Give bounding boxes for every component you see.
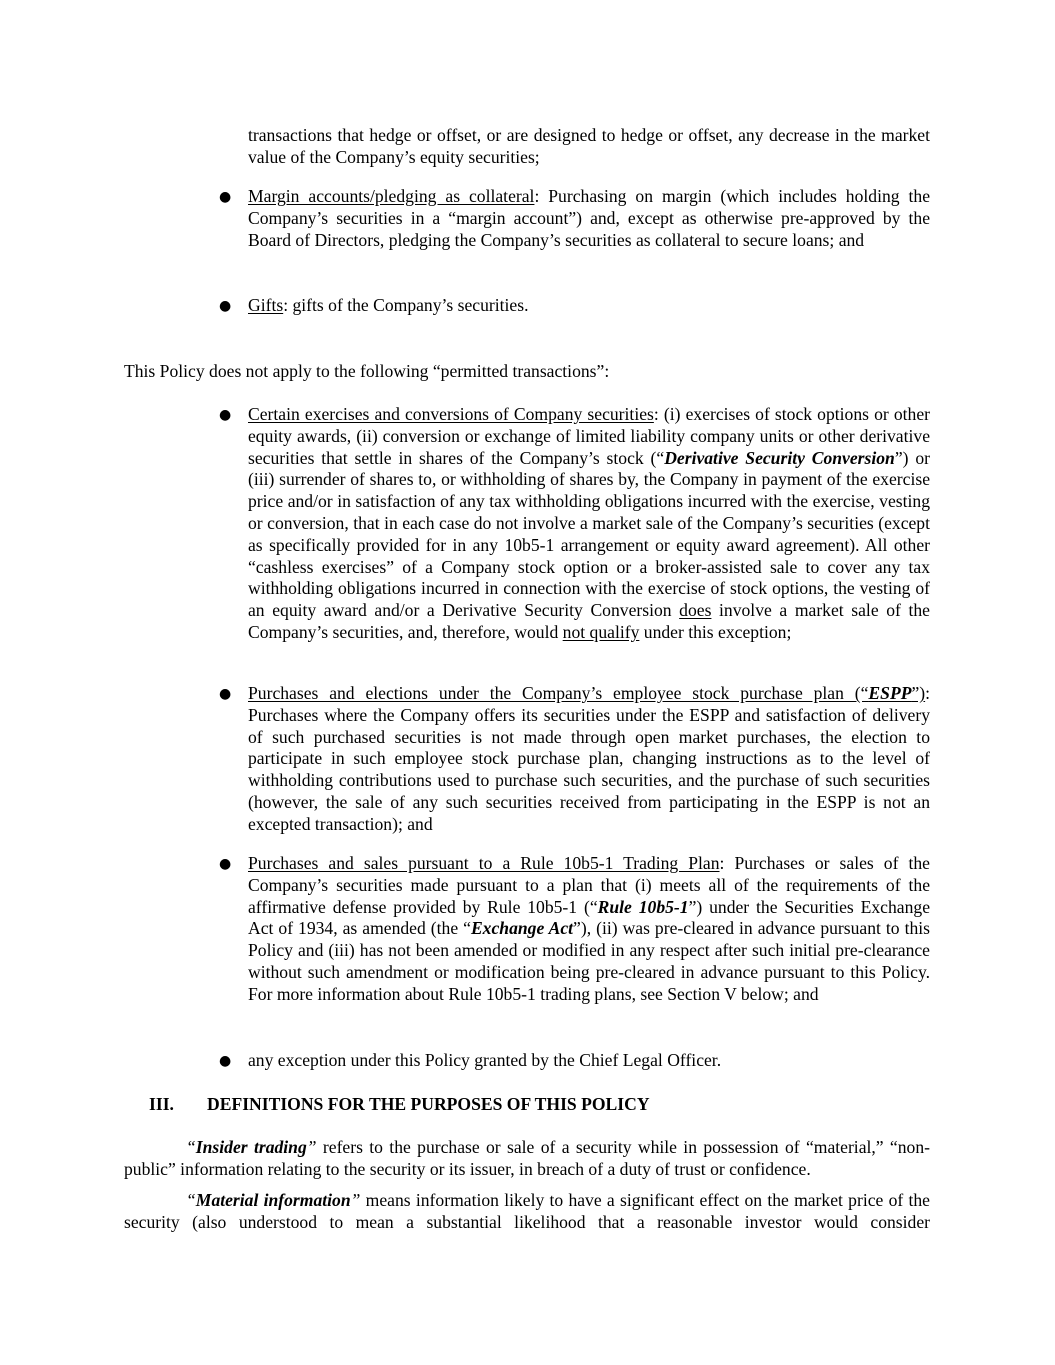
gifts-title: Gifts	[248, 295, 284, 315]
section-number: III.	[149, 1094, 174, 1114]
rule-10b5-1-title: Purchases and sales pursuant to a Rule 10b5-1 Trading Plan	[248, 853, 720, 873]
exercises-text: under this exception;	[639, 621, 792, 642]
material-information-text: means information likely to have a significant effect on the market price of the security (also understood to mean a substantial likelihood that a reasonable investor would consider	[124, 1190, 930, 1232]
exercises-text: ”) or (iii) surrender of shares to, or withholding of shares by, the Company in payment of the exercise price and/or in satisfaction of any tax withholding obligations incurred with the exercise, vesting or conversion, that in each case do not involve a market sale of the Company’s securities (except as specifically provided for in any 10b5-1 arrangement or equity award agreement). All other “cashless exercises” of a Company stock option or a broker-assisted sale to cover any tax withholding obligations incurred in connection with the exercise of stock options, the vesting of an equity award and/or a Derivative Security Conversion	[248, 447, 930, 621]
close-quote: ”	[306, 1137, 317, 1157]
espp-title	[248, 683, 925, 703]
open-quote: “	[186, 1137, 196, 1157]
gifts-item	[248, 295, 930, 317]
bullet-icon: ●	[219, 856, 232, 872]
exercises-item	[248, 404, 930, 644]
margin-accounts-text: : Purchasing on margin (which includes holding the Company’s securities in a “margin account”) and, except as otherwise pre-approved by the Board of Directors, pledging the Company’s securities as collateral to secure loans; and	[248, 186, 931, 250]
derivative-term: Derivative Security Conversion	[664, 447, 895, 468]
rule-10b5-1-text: ”) under the Securities Exchange Act of 1934, as amended (the “	[248, 896, 931, 939]
espp-term: ESPP	[868, 683, 912, 703]
bullet-icon: ●	[219, 407, 232, 423]
margin-accounts-item	[248, 186, 930, 251]
espp-text: : Purchases where the Company offers its securities under the ESPP and satisfaction of delivery of such purchased securities is not made through open market purchases, the election to participate in such employee stock purchase plan, changing instructions as to the level of withholding contributions used to purchase such securities, and the purchase of such securities (however, the sale of any such securities received from participating in the ESPP is not an excepted transaction); and	[248, 683, 930, 834]
rule-10b5-1-item	[248, 853, 930, 1006]
espp-title-start: Purchases and elections under the Company’s employee stock purchase plan (“	[248, 683, 869, 703]
emphasis-does: does	[679, 600, 712, 621]
exception-item: any exception under this Policy granted by the Chief Legal Officer.	[248, 1050, 722, 1070]
permitted-transactions-intro: This Policy does not apply to the following “permitted transactions”:	[124, 361, 610, 381]
close-quote: ”	[350, 1190, 361, 1210]
rule-10b5-1-text: : Purchases or sales of the Company’s securities made pursuant to a plan that (i) meets all of the requirements of the affirmative defense provided by Rule 10b5-1 (“	[248, 853, 930, 917]
emphasis-not-qualify: not qualify	[562, 621, 640, 642]
definition-insider-trading	[124, 1137, 930, 1181]
insider-trading-text: refers to the purchase or sale of a security while in possession of “material,” “non-public” information relating to the security or its issuer, in breach of a duty of trust or confidence.	[124, 1137, 930, 1179]
gifts-text: : gifts of the Company’s securities.	[283, 295, 529, 315]
rule-10b5-1-text: ”), (ii) was pre-cleared in advance pursuant to this Policy and (iii) has not been amended or modified in any respect after such initial pre-clearance without such amendment or modification being pre-cleared in advance pursuant to this Policy. For more information about Rule 10b5-1 trading plans, see Section V below; and	[248, 918, 931, 1004]
bullet-icon: ●	[219, 189, 232, 205]
definition-material-information	[124, 1190, 930, 1234]
material-information-term: Material information	[195, 1190, 351, 1210]
bullet-icon: ●	[219, 298, 232, 314]
bullet-icon: ●	[219, 1053, 232, 1069]
espp-title-end: ”)	[911, 683, 926, 703]
rule-10b5-1-term: Rule 10b5-1	[597, 896, 689, 917]
exercises-text: : (i) exercises of stock options or other equity awards, (ii) conversion or exchange of limited liability company units or other derivative securities that settle in shares of the Company’s stock (“	[248, 404, 931, 468]
insider-trading-term: Insider trading	[195, 1137, 307, 1157]
hedging-continuation-paragraph: transactions that hedge or offset, or are designed to hedge or offset, any decrease in the market value of the Company’s equity securities;	[248, 125, 930, 167]
margin-accounts-title: Margin accounts/pledging as collateral	[248, 186, 535, 206]
bullet-icon: ●	[219, 686, 232, 702]
exercises-title: Certain exercises and conversions of Company securities	[248, 404, 654, 424]
open-quote: “	[186, 1190, 196, 1210]
espp-item	[248, 683, 930, 836]
exchange-act-term: Exchange Act	[470, 918, 574, 939]
section-title: DEFINITIONS FOR THE PURPOSES OF THIS POLICY	[207, 1094, 650, 1114]
exercises-text: involve a market sale of the Company’s securities, and, therefore, would	[248, 600, 930, 642]
